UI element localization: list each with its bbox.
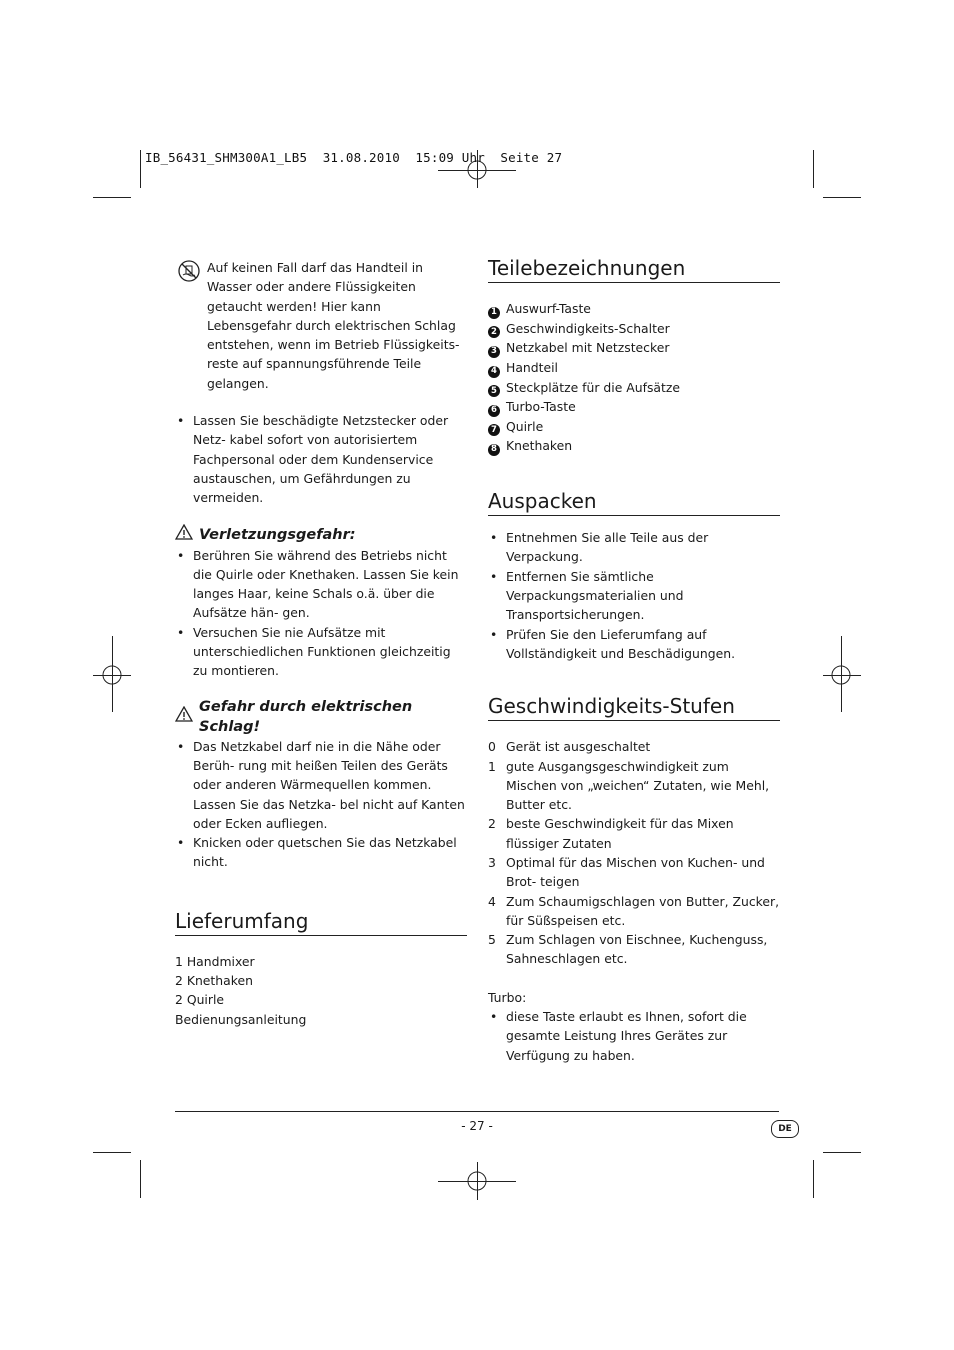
number-badge: 5 <box>488 385 500 397</box>
warning-triangle-icon <box>175 706 193 728</box>
scope-list <box>175 952 467 1029</box>
shock-heading-text: Gefahr durch elektrischen Schlag! <box>199 698 413 735</box>
number-badge: 8 <box>488 444 500 456</box>
list-item: 1 gute Ausgangsgeschwindigkeit zum Mischen von „weichen“ Zutaten, wie Mehl, Butter etc. <box>488 758 770 813</box>
speed-heading: Geschwindigkeits-Stufen <box>488 693 780 721</box>
list-item: • Lassen Sie beschädigte Netzstecker oder Netz- kabel sofort von autorisiertem Fachpersonal oder dem Kundenservice austauschen, um Gefährdungen zu vermeiden. <box>175 411 467 507</box>
number-badge: 2 <box>488 326 500 338</box>
list-item: 2 Geschwindigkeits-Schalter <box>488 319 780 339</box>
number-badge: 6 <box>488 405 500 417</box>
list-item: 5 Zum Schlagen von Eischnee, Kuchenguss, Sahneschlagen etc. <box>488 932 768 967</box>
parts-heading: Teilebezeichnungen <box>488 255 780 283</box>
shock-heading <box>175 697 467 737</box>
list-item: • Berühren Sie während des Betriebs nicht die Quirle oder Knethaken. Lassen Sie kein langes Haar, keine Schals o.ä. über die Aufsätze hän- gen. <box>175 546 467 623</box>
footer-rule <box>175 1111 779 1112</box>
list-item: • Das Netzkabel darf nie in die Nähe oder Berüh- rung mit heißen Teilen des Geräts oder anderen Wärmequellen kommen. Lassen Sie das Netzka- bel nicht auf Kanten oder Ecken aufliegen. <box>175 737 467 833</box>
injury-bullet-list <box>175 546 467 681</box>
list-item: • Prüfen Sie den Lieferumfang auf Vollständigkeit und Beschädigungen. <box>488 625 780 664</box>
cable-bullet-list <box>175 411 467 507</box>
list-item: 6 Turbo-Taste <box>488 397 780 417</box>
unpack-bullet-list <box>488 528 780 663</box>
list-item: • Entnehmen Sie alle Teile aus der Verpackung. <box>488 528 780 567</box>
no-immersion-icon <box>178 260 200 282</box>
list-item: 7 Quirle <box>488 417 780 437</box>
list-item: 5 Steckplätze für die Aufsätze <box>488 378 780 398</box>
list-item: 1 Handmixer <box>175 953 255 969</box>
turbo-bullet-list <box>488 1007 780 1065</box>
parts-list <box>488 299 780 456</box>
print-header: IB_56431_SHM300A1_LB5 31.08.2010 15:09 Uhr Seite 27 <box>145 150 563 165</box>
number-badge: 3 <box>488 346 500 358</box>
shock-bullet-list <box>175 737 467 872</box>
list-item: 4 Handteil <box>488 358 780 378</box>
list-item: 2 Quirle <box>175 992 225 1008</box>
list-item: 0 Gerät ist ausgeschaltet <box>488 739 651 755</box>
list-item: • diese Taste erlaubt es Ihnen, sofort die gesamte Leistung Ihres Gerätes zur Verfügung zu haben. <box>488 1007 780 1065</box>
right-column <box>488 0 780 1065</box>
list-item: 8 Knethaken <box>488 436 780 456</box>
list-item: Bedienungsanleitung <box>175 1011 307 1027</box>
list-item: 3 Optimal für das Mischen von Kuchen- und Brot- teigen <box>488 854 765 890</box>
warning-triangle-icon <box>175 524 193 546</box>
page-number: - 27 - <box>461 1119 493 1133</box>
water-warning-text: Auf keinen Fall darf das Handteil in Wasser oder andere Flüssigkeiten getaucht werden! Hier kann Lebensgefahr durch elektrischen Schlag entstehen, wenn im Betrieb Flüssigkeits- reste auf spannungsführende Teile gelangen. <box>207 260 460 391</box>
speed-list <box>488 737 780 969</box>
list-item: 3 Netzkabel mit Netzstecker <box>488 338 780 358</box>
list-item: 2 Knethaken <box>175 973 253 989</box>
unpack-heading: Auspacken <box>488 488 780 516</box>
list-item: • Entfernen Sie sämtliche Verpackungsmaterialien und Transportsicherungen. <box>488 567 780 625</box>
list-item: • Versuchen Sie nie Aufsätze mit unterschiedlichen Funktionen gleichzeitig zu montieren. <box>175 623 467 681</box>
injury-heading <box>175 524 467 546</box>
water-warning-block <box>175 258 467 393</box>
list-item: 4 Zum Schaumigschlagen von Butter, Zucker, für Süßspeisen etc. <box>488 893 780 928</box>
number-badge: 7 <box>488 424 500 436</box>
list-item: • Knicken oder quetschen Sie das Netzkabel nicht. <box>175 833 467 872</box>
number-badge: 1 <box>488 307 500 319</box>
scope-heading: Lieferumfang <box>175 908 467 936</box>
number-badge: 4 <box>488 366 500 378</box>
list-item: 1 Auswurf-Taste <box>488 299 780 319</box>
list-item: 2 beste Geschwindigkeit für das Mixen flüssiger Zutaten <box>488 816 734 851</box>
left-column <box>175 0 467 1029</box>
injury-heading-text: Verletzungsgefahr: <box>199 526 356 543</box>
turbo-label: Turbo: <box>488 989 527 1005</box>
language-badge: DE <box>771 1120 799 1138</box>
